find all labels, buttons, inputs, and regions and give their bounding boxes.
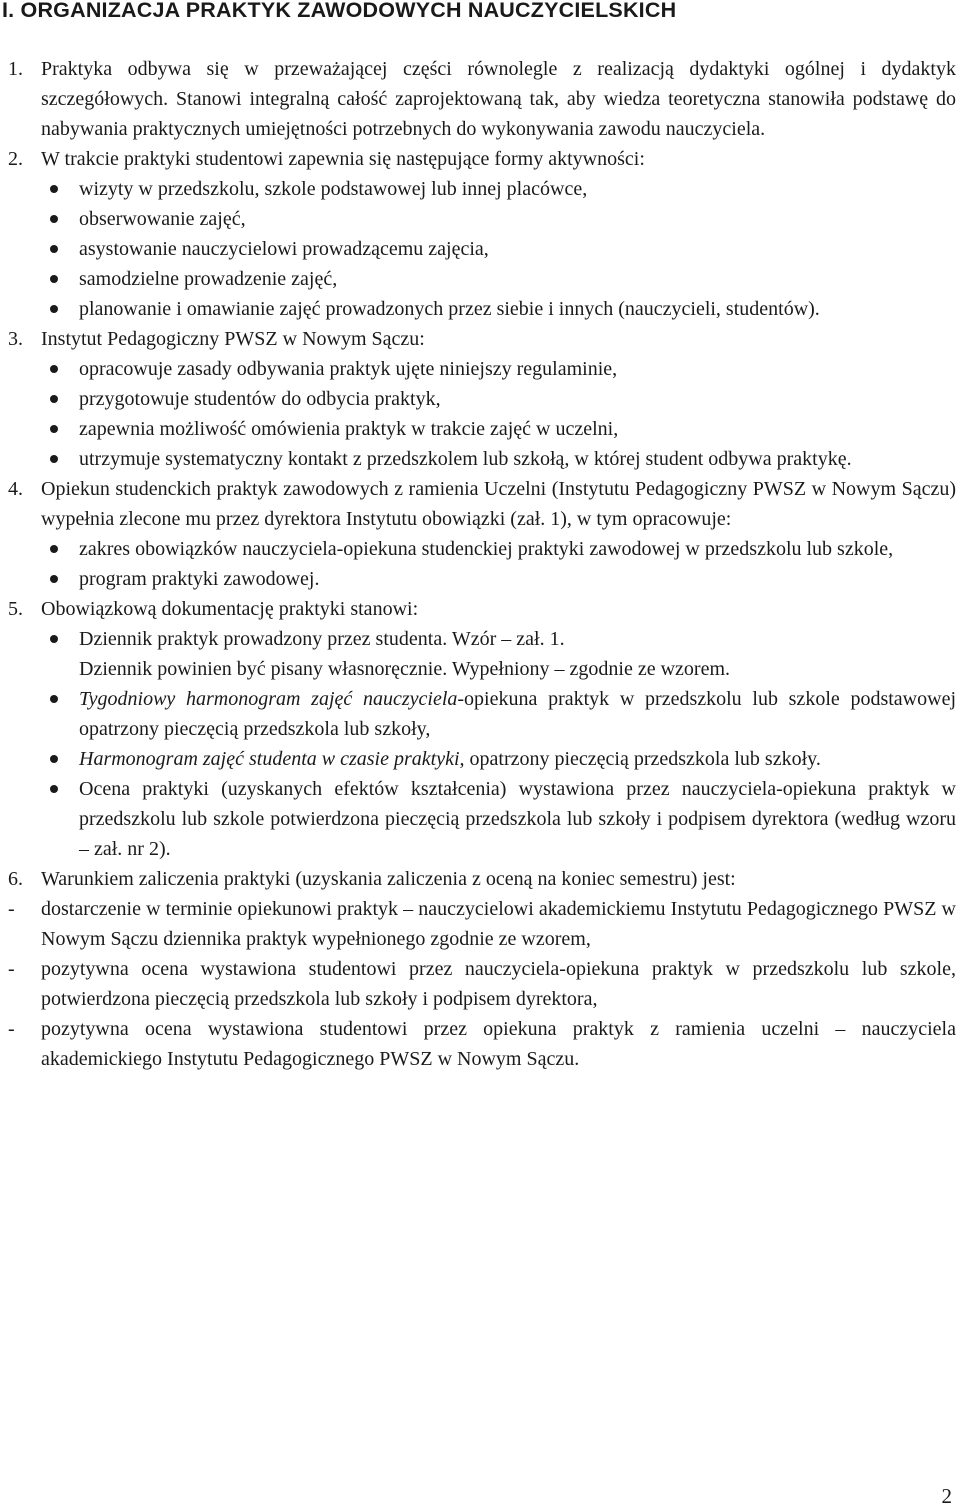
list-item-note: Dziennik powinien być pisany własnoręcznie. Wypełniony – zgodnie ze wzorem. bbox=[79, 658, 731, 680]
italic-title: Harmonogram zajęć studenta w czasie praktyki, bbox=[79, 748, 465, 770]
list-item bbox=[41, 684, 956, 744]
dash-item-text: pozytywna ocena wystawiona studentowi przez opiekuna praktyk z ramienia uczelni – nauczyciela akademickiego Instytutu Pedagogicznego PWSZ w Nowym Sączu. bbox=[41, 1018, 956, 1070]
list-item: Dziennik praktyk prowadzony przez studenta. Wzór – zał. 1. bbox=[41, 624, 956, 654]
list-item-text: -opiekuna praktyk w przedszkolu lub szkole podstawowej opatrzony pieczęcią przedszkola lub szkoły, bbox=[79, 688, 956, 740]
bullet-list bbox=[41, 684, 956, 864]
dash-item bbox=[0, 894, 956, 954]
section-text: Praktyka odbywa się w przeważającej części równolegle z realizacją dydaktyki ogólnej i dydaktyk szczegółowych. Stanowi integralną całość zaprojektowaną tak, aby wiedza teoretyczna stanowiła podstawę do nabywania praktycznych umiejętności potrzebnych do wykonywania zawodu nauczyciela. bbox=[41, 58, 956, 140]
section-number: 4. bbox=[8, 478, 23, 500]
section-5 bbox=[0, 594, 956, 864]
list-item: zapewnia możliwość omówienia praktyk w trakcie zajęć w uczelni, bbox=[41, 414, 956, 444]
section-1 bbox=[0, 54, 956, 144]
list-item-text: opatrzony pieczęcią przedszkola lub szkoły. bbox=[464, 748, 821, 770]
dash-marker: - bbox=[8, 898, 15, 920]
list-item: utrzymuje systematyczny kontakt z przedszkolem lub szkołą, w której student odbywa praktykę. bbox=[41, 444, 956, 474]
section-number: 2. bbox=[8, 148, 23, 170]
list-item: Ocena praktyki (uzyskanych efektów kształcenia) wystawiona przez nauczyciela-opiekuna praktyk w przedszkolu lub szkole potwierdzona pieczęcią przedszkola lub szkoły i podpisem dyrektora (według wzoru – zał. nr 2). bbox=[41, 774, 956, 864]
section-3 bbox=[0, 324, 956, 474]
bullet-list bbox=[41, 174, 956, 324]
list-item: program praktyki zawodowej. bbox=[41, 564, 956, 594]
section-number: 1. bbox=[8, 58, 23, 80]
list-item: asystowanie nauczycielowi prowadzącemu zajęcia, bbox=[41, 234, 956, 264]
list-item bbox=[41, 744, 956, 774]
list-item: obserwowanie zajęć, bbox=[41, 204, 956, 234]
section-number: 5. bbox=[8, 598, 23, 620]
dash-item bbox=[0, 1014, 956, 1074]
page-number: 2 bbox=[941, 1484, 952, 1508]
section-2 bbox=[0, 144, 956, 324]
list-item: opracowuje zasady odbywania praktyk ujęte niniejszy regulaminie, bbox=[41, 354, 956, 384]
dash-item-text: pozytywna ocena wystawiona studentowi przez nauczyciela-opiekuna praktyk w przedszkolu lub szkole, potwierdzona pieczęcią przedszkola lub szkoły i podpisem dyrektora, bbox=[41, 958, 956, 1010]
section-6 bbox=[0, 864, 956, 894]
dash-marker: - bbox=[8, 958, 15, 980]
list-item: zakres obowiązków nauczyciela-opiekuna studenckiej praktyki zawodowej w przedszkolu lub szkole, bbox=[41, 534, 956, 564]
section-text: Opiekun studenckich praktyk zawodowych z ramienia Uczelni (Instytutu Pedagogiczny PWSZ w Nowym Sączu) wypełnia zlecone mu przez dyrektora Instytutu obowiązki (zał. 1), w tym opracowuje: bbox=[41, 478, 956, 530]
list-item: wizyty w przedszkolu, szkole podstawowej lub innej placówce, bbox=[41, 174, 956, 204]
section-text: Warunkiem zaliczenia praktyki (uzyskania zaliczenia z oceną na koniec semestru) jest: bbox=[41, 868, 736, 890]
section-number: 6. bbox=[8, 868, 23, 890]
section-4 bbox=[0, 474, 956, 594]
section-number: 3. bbox=[8, 328, 23, 350]
bullet-list bbox=[41, 354, 956, 474]
dash-item bbox=[0, 954, 956, 1014]
italic-title: Tygodniowy harmonogram zajęć nauczyciela bbox=[79, 688, 458, 710]
section-text: Instytut Pedagogiczny PWSZ w Nowym Sączu: bbox=[41, 328, 425, 350]
section-text: Obowiązkową dokumentację praktyki stanowi: bbox=[41, 598, 419, 620]
dash-marker: - bbox=[8, 1018, 15, 1040]
bullet-list bbox=[41, 534, 956, 594]
list-item: samodzielne prowadzenie zajęć, bbox=[41, 264, 956, 294]
bullet-list bbox=[41, 624, 956, 654]
section-text: W trakcie praktyki studentowi zapewnia się następujące formy aktywności: bbox=[41, 148, 645, 170]
section-title: I. ORGANIZACJA PRAKTYK ZAWODOWYCH NAUCZYCIELSKICH bbox=[2, 0, 677, 22]
list-item: planowanie i omawianie zajęć prowadzonych przez siebie i innych (nauczycieli, studentów). bbox=[41, 294, 956, 324]
document-body bbox=[0, 54, 956, 1074]
list-item: przygotowuje studentów do odbycia praktyk, bbox=[41, 384, 956, 414]
dash-item-text: dostarczenie w terminie opiekunowi praktyk – nauczycielowi akademickiemu Instytutu Pedagogicznego PWSZ w Nowym Sączu dziennika praktyk wypełnionego zgodnie ze wzorem, bbox=[41, 898, 956, 950]
